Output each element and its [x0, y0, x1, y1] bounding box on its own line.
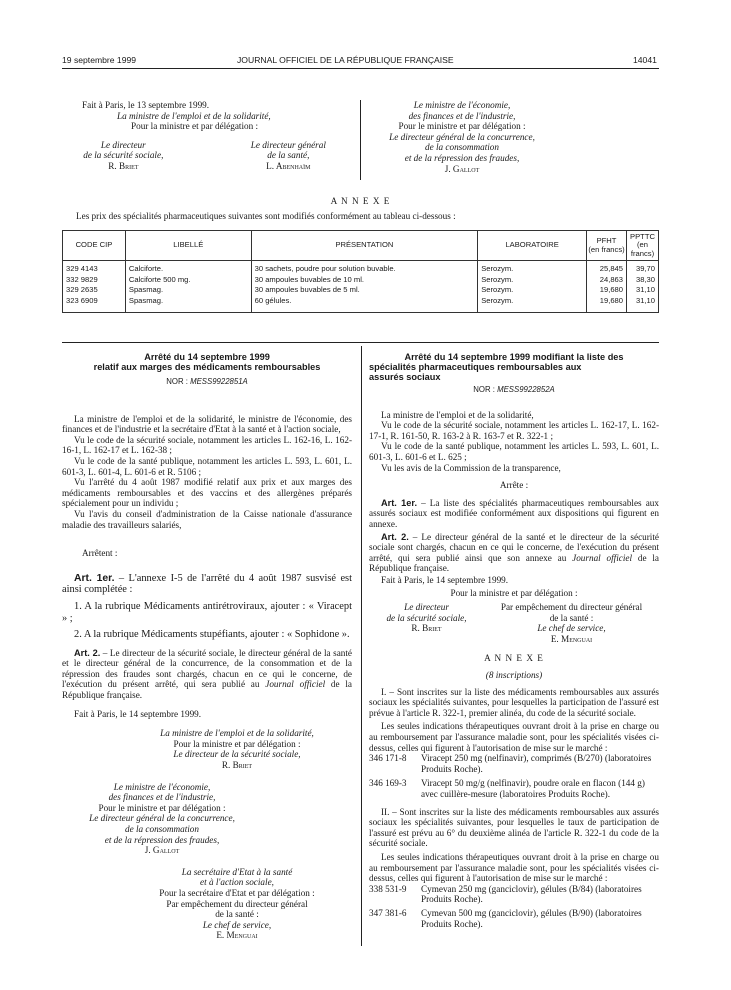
delegation-line: Pour la secrétaire d'Etat et par délégation : — [159, 887, 315, 898]
delegation-line: Pour le ministre et par délégation : — [398, 121, 526, 132]
signatory-title: de la consommation — [124, 824, 199, 834]
column-header: LIBELLÉ — [125, 231, 251, 261]
signatory-name: L. Abenhaïm — [266, 160, 311, 171]
signatory-title: des finances et de l'industrie, — [108, 792, 216, 803]
signatory-title: Le directeur général de la concurrence, — [389, 131, 535, 142]
paragraph: Vu le code de la sécurité sociale, notamment les articles L. 162-16, L. 162-16-1, L. 162-17 et L. 162-38 ; — [62, 434, 352, 456]
fait-a-paris: Fait à Paris, le 14 septembre 1999. — [74, 708, 202, 719]
signatory-name: R. Briet — [411, 623, 442, 634]
nor-reference: NOR : MESS9922852A — [473, 385, 555, 394]
column-header: PRÉSENTATION — [251, 231, 478, 261]
decree-title: Arrêté du 14 septembre 1999 — [144, 352, 270, 362]
delegation-line: Par empêchement du directeur général — [500, 602, 643, 613]
list-item: 338 531-9 Cymevan 250 mg (ganciclovir), gélules (B/84) (laboratoires Produits Roche). — [369, 883, 642, 905]
table-row: 323 6909 Spasmag. 60 gélules. Serozym. 19,680 31,10 — [63, 296, 659, 313]
right-column — [369, 352, 659, 929]
header-rule — [62, 68, 659, 69]
paragraph: Vu l'avis du conseil d'administration de la Caisse nationale d'assurance maladie des travailleurs salariés, — [62, 508, 352, 530]
decree-title: spécialités pharmaceutiques remboursables aux — [369, 362, 582, 372]
list-item: 347 381-6 Cymevan 500 mg (ganciclovir), gélules (B/90) (laboratoires Produits Roche). — [369, 907, 642, 929]
paragraph: Les seules indications thérapeutiques ouvrant droit à la prise en charge ou au remboursement par l'assurance maladie sont, pour les spécialités visées ci-dessus, celles qui figurent à l'autorisation de mise sur le marché : — [369, 721, 659, 753]
left-column — [62, 352, 352, 941]
article-item: 1. A la rubrique Médicaments antirétroviraux, ajouter : « Viracept » ; — [62, 600, 352, 624]
article-item: 2. A la rubrique Médicaments stupéfiants, ajouter : « Sophidone ». — [74, 629, 350, 641]
signatory-title: et à l'action sociale, — [200, 877, 274, 888]
signatory-title: Le directeur de la sécurité sociale, — [173, 749, 301, 760]
table-row: 329 4143 Calciforte. 30 sachets, poudre pour solution buvable. Serozym. 25,845 39,70 — [63, 261, 659, 275]
signatory-title: Le ministre de l'économie, — [413, 100, 511, 110]
signatory-title: de la sécurité sociale, — [386, 612, 467, 623]
annexe-title: A N N E X E — [484, 653, 544, 664]
delegation-line: Pour le ministre et par délégation : — [98, 802, 226, 813]
paragraph: La ministre de l'emploi et de la solidarité, — [381, 409, 534, 420]
signatory-title: Le directeur — [100, 139, 146, 150]
arrete: Arrête : — [499, 480, 529, 491]
signatory-title: des finances et de l'industrie, — [408, 110, 516, 121]
paragraph: Vu le code de la santé publique, notamment les articles L. 593, L. 601, L. 601-3, L. 601-4, L. 601-6 et R. 5106 ; — [62, 455, 352, 477]
signatory-name: J. Gallot — [444, 163, 480, 174]
article-2: Art. 2. – Le directeur général de la santé et le directeur de la sécurité sociale sont chargés, chacun en ce qui le concerne, de l'exécution du présent arrêté, qui sera publié ainsi que son annexe au Journal officiel de la République française. — [369, 531, 660, 574]
price-table — [62, 230, 659, 313]
signatory-title: de la sécurité sociale, — [83, 150, 164, 161]
header-page-number: 14041 — [633, 55, 657, 65]
section-rule — [62, 342, 659, 343]
signatory-title: La ministre de l'emploi et de la solidarité, — [160, 728, 314, 739]
signatory-title: Le chef de service, — [202, 919, 272, 930]
signatory-title: La secrétaire d'Etat à la santé — [181, 866, 293, 877]
signatory-title: de la consommation — [424, 142, 499, 153]
delegation-line: Pour la ministre et par délégation : — [450, 587, 578, 598]
signatory-title: Le directeur général de la concurrence, — [89, 813, 235, 824]
signatory-name: E. Menguai — [216, 930, 258, 941]
annexe-title: A N N E X E — [330, 196, 391, 206]
signature-divider — [360, 100, 361, 180]
fait-a-paris: Fait à Paris, le 14 septembre 1999. — [381, 574, 509, 585]
paragraph: Les seules indications thérapeutiques ouvrant droit à la prise en charge ou au remboursement par l'assurance maladie sont, pour les spécialités visées ci-dessus, celles qui figurent à l'autorisation de mise sur le marché : — [369, 851, 659, 884]
signatory-title: Le chef de service, — [537, 623, 606, 634]
article-1: Art. 1er. – L'annexe I-5 de l'arrêté du 4 août 1987 susvisé est ainsi complétée : — [62, 572, 352, 596]
section-II: II. – Sont inscrites sur la liste des médicaments remboursables aux assurés sociaux les spécialités suivantes, pour lesquelles le taux de participation de l'assuré est prévu au 6° du deuxième alinéa de l'article R. 322-1 du code de la sécurité sociale. — [369, 806, 659, 849]
signature-block — [369, 602, 659, 644]
signatory-title: Le directeur — [404, 602, 449, 613]
signatory-name: J. Gallot — [144, 845, 180, 856]
list-item: 346 171-8 Viracept 250 mg (nelfinavir), comprimés (B/270) (laboratoires Produits Roche). — [369, 753, 652, 774]
delegation-line: de la santé : — [549, 612, 594, 623]
column-divider — [361, 346, 362, 946]
column-header: CODE CIP — [63, 231, 126, 261]
header-date: 19 septembre 1999 — [62, 55, 137, 65]
table-row: 329 2635 Spasmag. 30 ampoules buvables de 5 ml. Serozym. 19,680 31,10 — [63, 285, 659, 296]
top-signature-right — [362, 100, 562, 174]
nor-reference: NOR : MESS9922851A — [166, 377, 248, 386]
signatory-name: R. Briet — [108, 160, 139, 171]
list-item: 346 169-3 Viracept 50 mg/g (nelfinavir), poudre orale en flacon (144 g) avec cuillère-mesure (laboratoires Produits Roche). — [369, 778, 645, 799]
delegation-line: de la santé : — [215, 909, 259, 920]
header-journal: JOURNAL OFFICIEL DE LA RÉPUBLIQUE FRANÇAISE — [237, 55, 454, 65]
decree-title: relatif aux marges des médicaments remboursables — [93, 362, 321, 372]
paragraph: Vu les avis de la Commission de la transparence, — [381, 462, 561, 473]
arretent: Arrêtent : — [82, 548, 118, 559]
column-header: PPTTC (en francs) — [627, 231, 659, 261]
signature-block — [62, 728, 352, 941]
delegation-line: Par empêchement du directeur général — [166, 898, 308, 909]
paragraph: La ministre de l'emploi et de la solidarité, le ministre de l'économie, des finances et de l'industrie et la secrétaire d'Etat à la santé et à l'action sociale, — [62, 413, 352, 435]
signatory-title: et de la répression des fraudes, — [404, 152, 520, 163]
article-1: Art. 1er. – La liste des spécialités pharmaceutiques remboursables aux assurés sociaux est modifiée conformément aux dispositions qui figurent en annexe. — [369, 497, 659, 529]
table-row: 332 9829 Calciforte 500 mg. 30 ampoules buvables de 10 ml. Serozym. 24,863 38,30 — [63, 275, 659, 286]
annexe-subtitle: (8 inscriptions) — [485, 670, 543, 681]
signatory-title: de la santé, — [267, 150, 310, 161]
signatory-name: R. Briet — [221, 760, 253, 771]
paragraph: Vu le code de la santé publique, notamment les articles L. 593, L. 601, L. 601-3, L. 601-6 et L. 625 ; — [369, 441, 659, 462]
paragraph: Vu le code de la sécurité sociale, notamment les articles L. 162-17, L. 162-17-1, R. 161-50, R. 163-2 à R. 163-7 et R. 322-1 ; — [369, 420, 659, 441]
column-header: PFHT (en francs) — [587, 231, 627, 261]
delegation-line: Pour la ministre et par délégation : — [173, 738, 301, 749]
decree-title: Arrêté du 14 septembre 1999 modifiant la liste des — [404, 352, 624, 362]
fait-a-paris: Fait à Paris, le 13 septembre 1999. — [82, 100, 210, 110]
annexe-intro: Les prix des spécialités pharmaceutiques suivantes sont modifiés conformément au tableau ci-dessous : — [76, 211, 456, 221]
decree-title: assurés sociaux — [369, 372, 441, 382]
column-header: LABORATOIRE — [478, 231, 587, 261]
section-I: I. – Sont inscrites sur la liste des médicaments remboursables aux assurés sociaux les spécialités suivantes, pour lesquelles la participation de l'assuré est prévue à l'article R. 322-1, premier alinéa, du code de la sécurité sociale. — [369, 686, 659, 718]
signatory-title: Le ministre de l'économie, — [113, 781, 211, 792]
top-signature-left — [62, 100, 352, 172]
signatory-name: E. Menguai — [550, 633, 593, 644]
signatory-title: et de la répression des fraudes, — [104, 834, 220, 845]
article-2: Art. 2. – Le directeur de la sécurité sociale, le directeur général de la santé et le directeur général de la concurrence, de la consommation et de la répression des fraudes sont chargés, chacun en ce qui le concerne, de l'exécution du présent arrêté, qui sera publié au Journal officiel de la République française. — [62, 647, 353, 701]
delegation-line: Pour la ministre et par délégation : — [131, 121, 259, 132]
signatory-title: La ministre de l'emploi et de la solidarité, — [117, 110, 271, 121]
signatory-title: Le directeur général — [250, 139, 326, 150]
paragraph: Vu l'arrêté du 4 août 1987 modifié relatif aux prix et aux marges des médicaments remboursables et des vaccins et des allergènes préparés spécialement pour un individu ; — [62, 477, 352, 509]
